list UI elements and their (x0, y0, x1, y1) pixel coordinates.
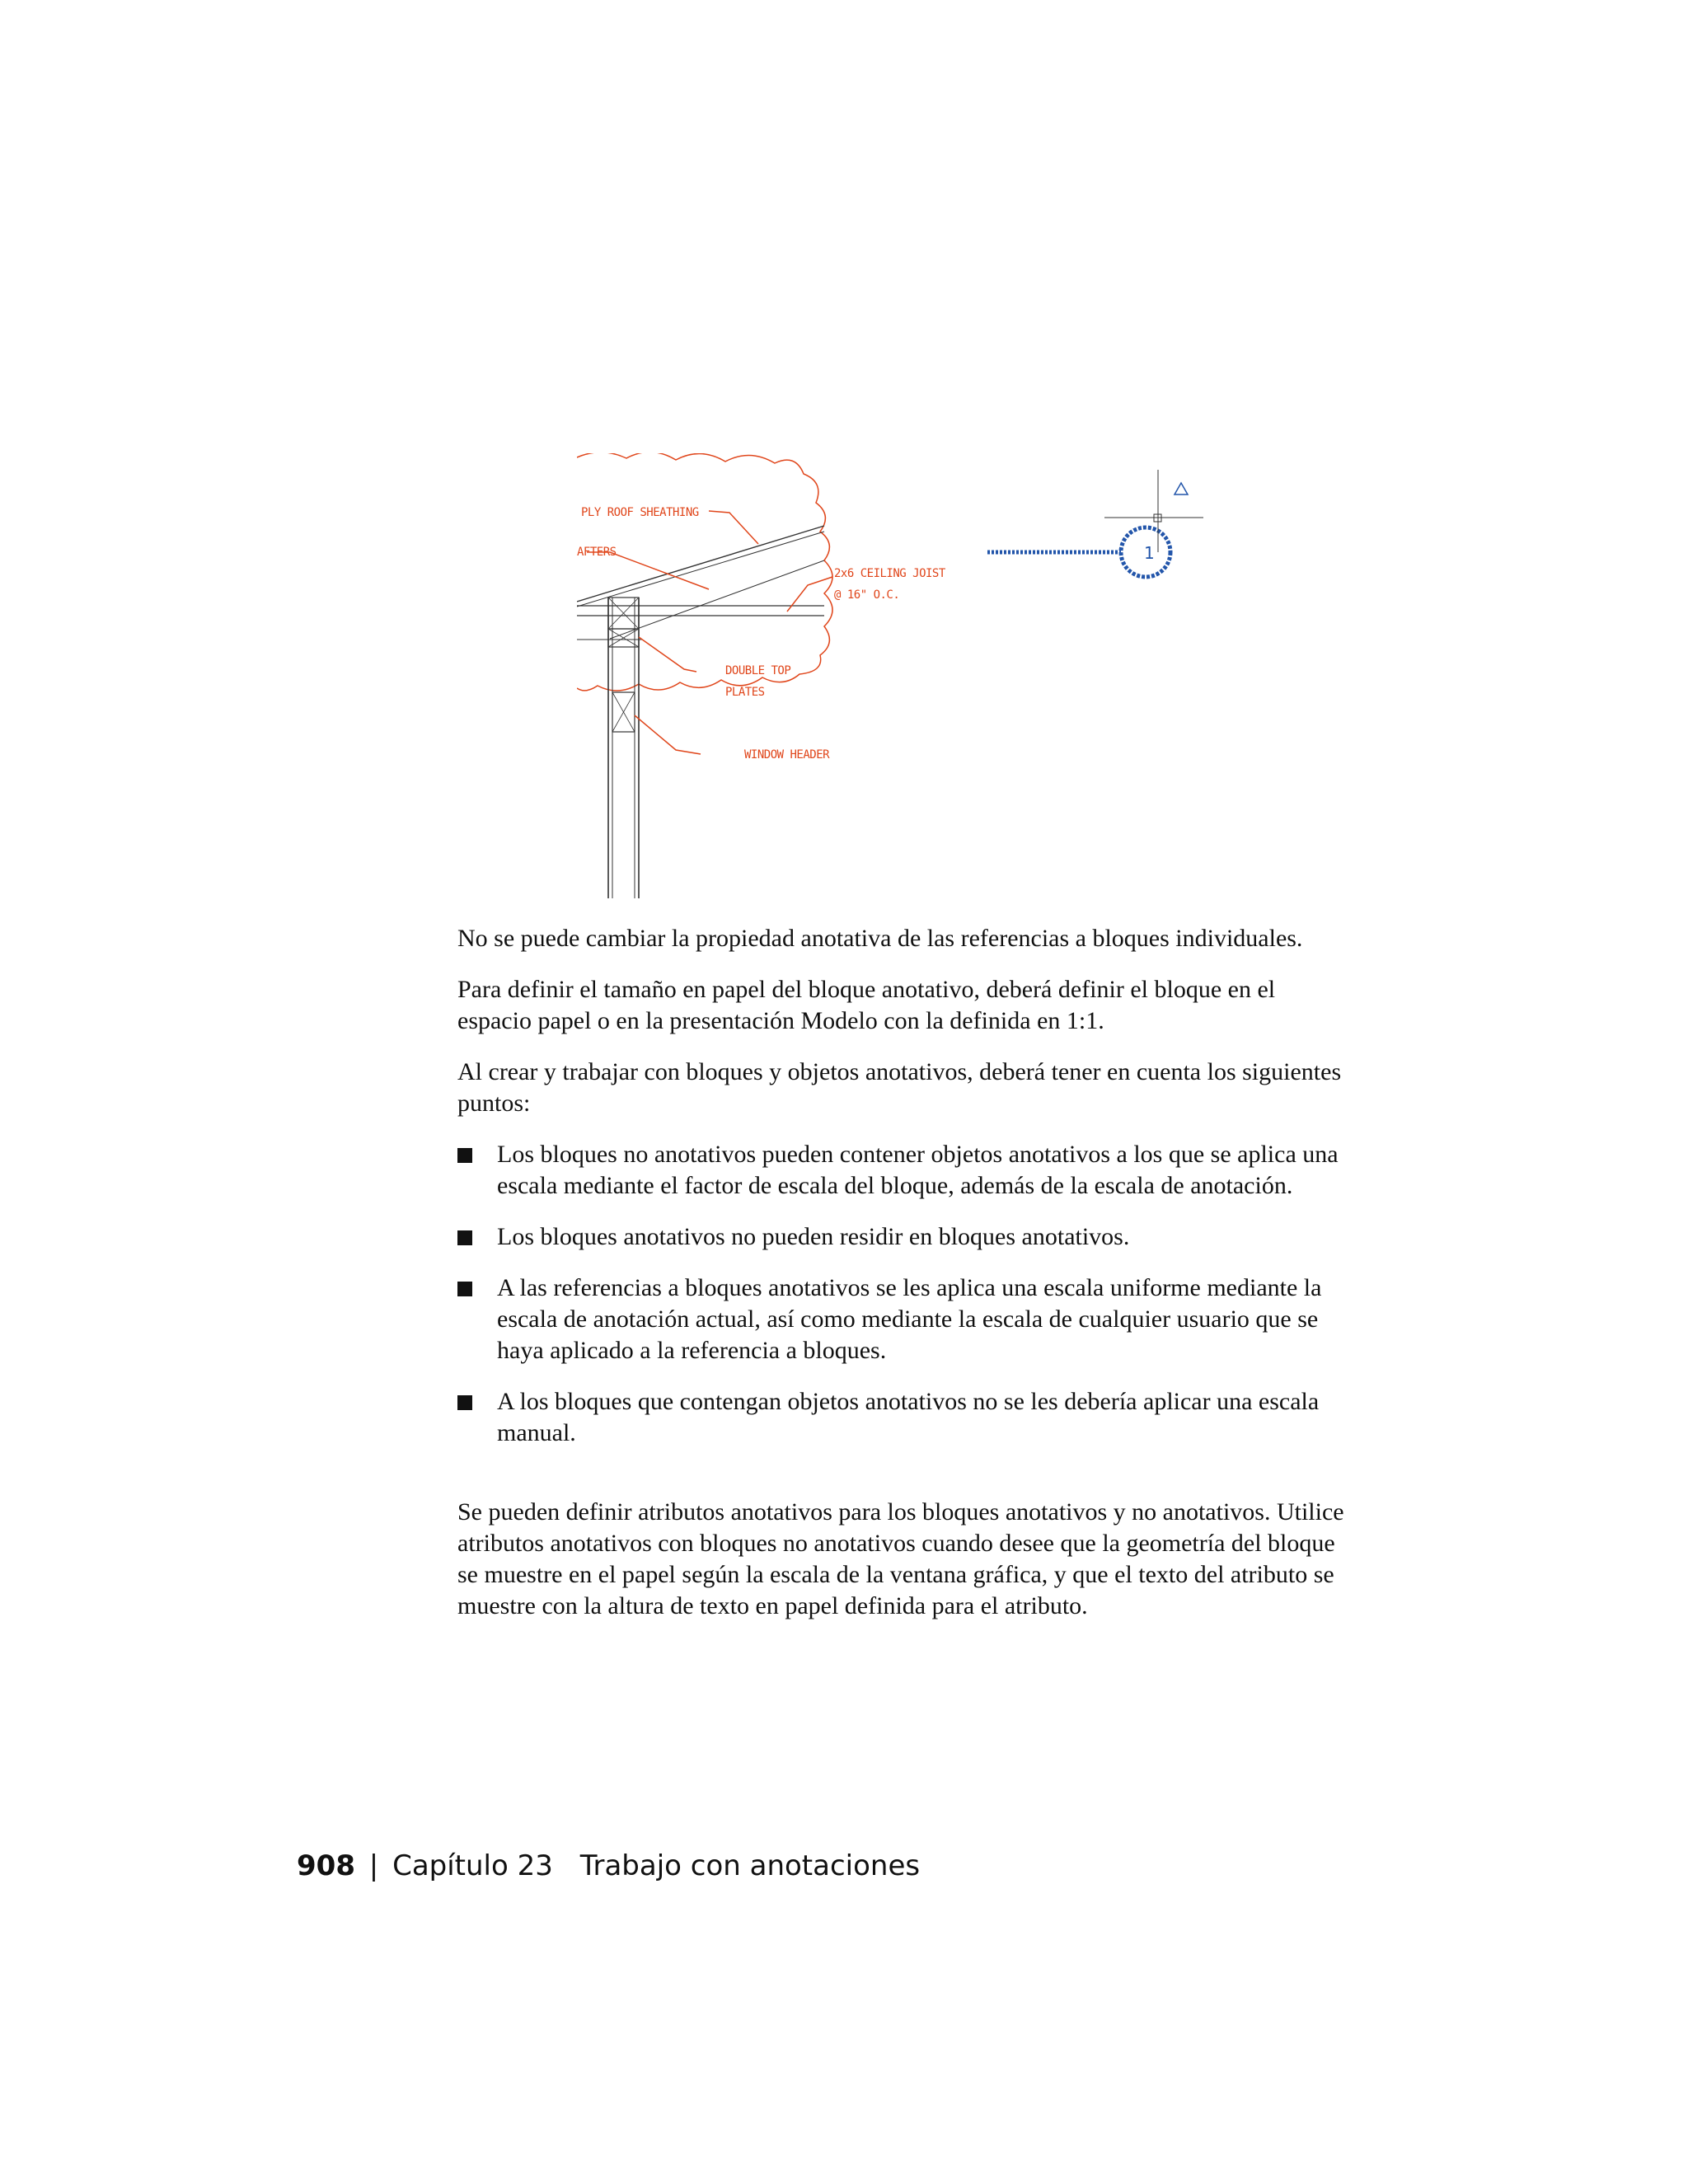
label-window-header: WINDOW HEADER (744, 748, 830, 762)
bullet-text: A los bloques que contengan objetos anotativos no se les debería aplicar una escala manual. (497, 1388, 1320, 1446)
page-footer (297, 1849, 920, 1882)
callout-number: 1 (1144, 543, 1155, 563)
chapter-label: Capítulo 23 (392, 1849, 553, 1882)
paragraph-3: Al crear y trabajar con bloques y objetos anotativos, deberá tener en cuenta los siguientes puntos: (457, 1058, 1342, 1117)
footer-separator: | (368, 1849, 379, 1882)
list-item (457, 1139, 1348, 1202)
annotative-triangle-icon (1175, 483, 1188, 494)
square-bullet-icon (457, 1282, 472, 1296)
label-plates: PLATES (725, 686, 765, 699)
square-bullet-icon (457, 1148, 472, 1163)
body-content (457, 923, 1348, 1642)
paragraph-2: Para definir el tamaño en papel del bloque anotativo, deberá definir el bloque en el espacio papel o en la presentación Modelo con la definida en 1:1. (457, 976, 1276, 1034)
chapter-title: Trabajo con anotaciones (579, 1849, 921, 1882)
label-double-top-plates: DOUBLE TOP (725, 664, 791, 677)
bullet-text: Los bloques no anotativos pueden contener objetos anotativos a los que se aplica una escala mediante el factor de escala del bloque, además de la escala de anotación. (497, 1141, 1339, 1199)
square-bullet-icon (457, 1230, 472, 1245)
bullet-list (457, 1139, 1348, 1449)
revision-cloud (577, 453, 832, 691)
architectural-drawing-figure (577, 453, 1220, 898)
closing-paragraph: Se pueden definir atributos anotativos para los bloques anotativos y no anotativos. Utilice atributos anotativos con bloques no anotativos cuando desee que la geometría del bloque se muestre en el papel según la escala de la ventana gráfica, y que el texto del atributo se muestre con la altura de texto en papel definida para el atributo. (457, 1498, 1344, 1619)
bullet-text: A las referencias a bloques anotativos se les aplica una escala uniforme mediante la escala de anotación actual, así como mediante la escala de cualquier usuario que se haya aplicado a la referencia a bloques. (497, 1274, 1322, 1364)
bullet-text: Los bloques anotativos no pueden residir en bloques anotativos. (497, 1223, 1130, 1250)
label-ply-roof-sheathing: PLY ROOF SHEATHING (581, 506, 699, 519)
paragraph-1: No se puede cambiar la propiedad anotativa de las referencias a bloques individuales. (457, 925, 1303, 952)
list-item (457, 1386, 1348, 1449)
label-ceiling-joist: 2x6 CEILING JOIST (834, 567, 945, 580)
label-ceiling-joist-spacing: @ 16" O.C. (834, 588, 900, 602)
label-rafters: AFTERS (577, 546, 617, 559)
page-number: 908 (297, 1849, 355, 1882)
list-item (457, 1221, 1348, 1253)
square-bullet-icon (457, 1395, 472, 1410)
list-item (457, 1272, 1348, 1366)
